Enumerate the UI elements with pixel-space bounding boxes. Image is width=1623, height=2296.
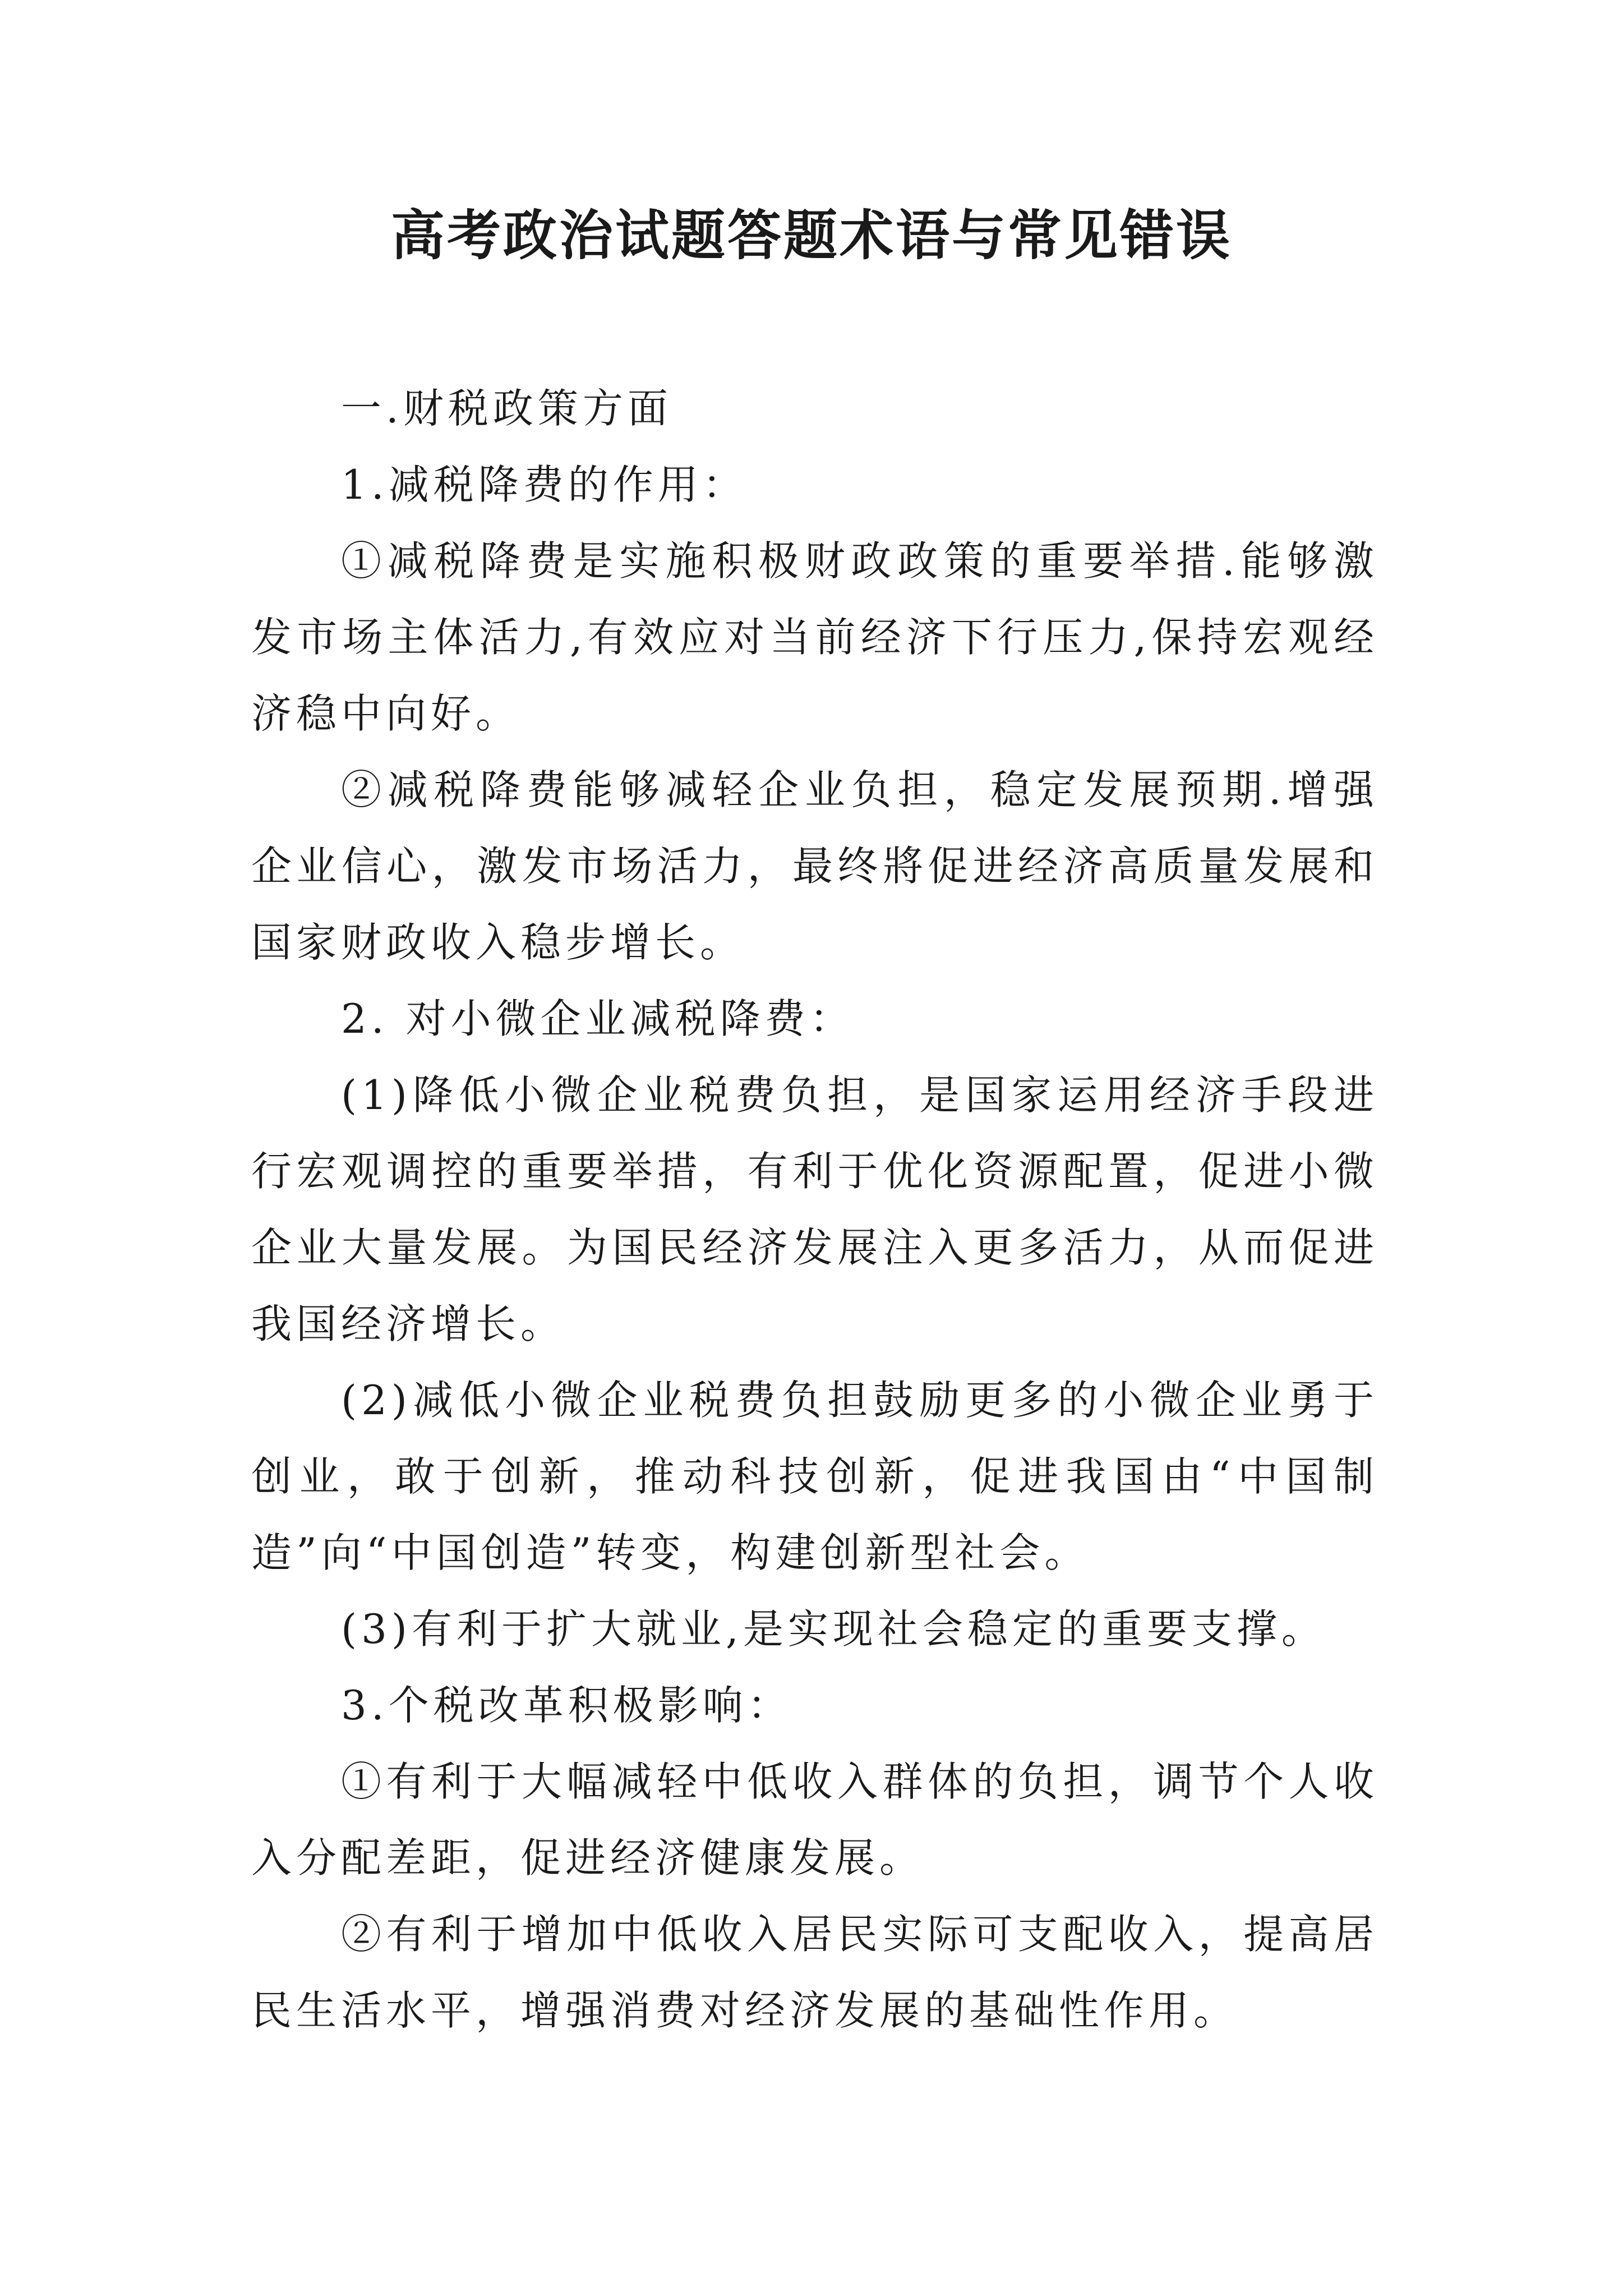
document-title: 高考政治试题答题术语与常见错误 <box>391 204 1232 267</box>
paragraph-reform-point-1: ①有利于大幅减轻中低收入群体的负担，调节个人收入分配差距，促进经济健康发展。 <box>251 1758 1378 1881</box>
subheading-small-micro-enterprises: 2. 对小微企业减税降费： <box>341 995 855 1042</box>
subheading-income-tax-reform: 3.个税改革积极影响： <box>341 1682 792 1729</box>
paragraph-item-3: (3)有利于扩大就业,是实现社会稳定的重要支撑。 <box>341 1605 1326 1653</box>
paragraph-point-2: ②减税降费能够减轻企业负担，稳定发展预期.增强企业信心，激发市场活力，最终將促进经济高质量发展和国家财政收入稳步增长。 <box>251 766 1378 966</box>
paragraph-item-2: (2)减低小微企业税费负担鼓励更多的小微企业勇于创业，敢于创新，推动科技创新，促进我国由“中国制造”向“中国创造”转变，构建创新型社会。 <box>251 1377 1378 1576</box>
paragraph-reform-point-2: ②有利于增加中低收入居民实际可支配收入，提高居民生活水平，增强消费对经济发展的基础性作用。 <box>251 1911 1378 2034</box>
paragraph-item-1: (1)降低小微企业税费负担，是国家运用经济手段进行宏观调控的重要举措，有利于优化资源配置，促进小微企业大量发展。为国民经济发展注入更多活力，从而促进我国经济增长。 <box>251 1071 1378 1347</box>
paragraph-point-1: ①减税降费是实施积极财政政策的重要举措.能够激发市场主体活力,有效应对当前经济下行压力,保持宏观经济稳中向好。 <box>251 537 1378 737</box>
subheading-tax-fee-reduction-role: 1.减税降费的作用： <box>341 461 748 508</box>
document-body <box>251 370 1378 2049</box>
section-heading-fiscal-tax-policy: 一.财税政策方面 <box>341 385 672 432</box>
